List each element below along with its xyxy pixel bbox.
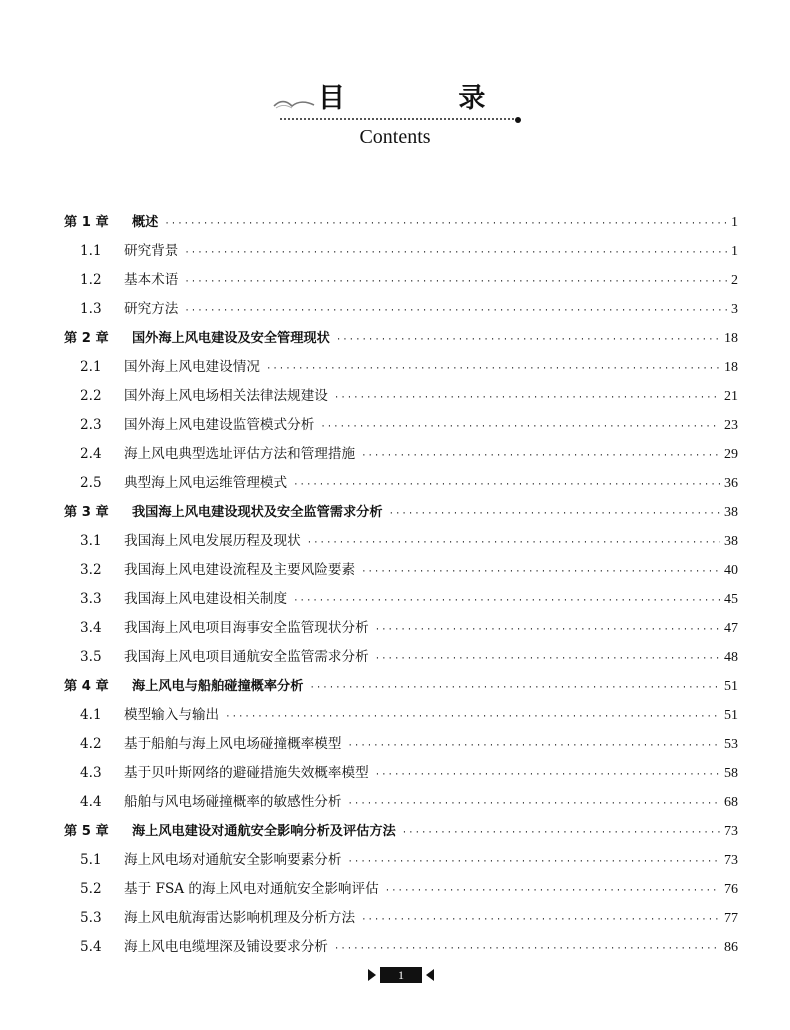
- entry-title: 海上风电典型选址评估方法和管理措施: [124, 446, 356, 462]
- entry-number: 第 2 章: [64, 331, 109, 346]
- arrow-left-icon: [426, 969, 434, 981]
- entry-page-number: 48: [724, 650, 738, 665]
- entry-title: 基于 FSA 的海上风电对通航安全影响评估: [124, 881, 379, 897]
- entry-number: 第 1 章: [64, 215, 109, 230]
- entry-number: 5.4: [80, 939, 102, 955]
- entry-number: 2.2: [80, 388, 102, 404]
- entry-page-number: 68: [724, 795, 738, 810]
- dot-leader: [375, 645, 720, 674]
- toc-section-entry[interactable]: [64, 846, 738, 875]
- entry-number: 4.1: [80, 707, 102, 723]
- entry-number: 4.3: [80, 765, 102, 781]
- entry-page-number: 51: [724, 708, 738, 723]
- entry-page-number: 45: [724, 592, 738, 607]
- page-number-badge: [368, 966, 434, 984]
- entry-page-number: 18: [724, 360, 738, 375]
- entry-number: 第 4 章: [64, 679, 109, 694]
- entry-page-number: 23: [724, 418, 738, 433]
- toc-section-entry[interactable]: [64, 382, 738, 411]
- entry-title: 研究背景: [124, 243, 179, 259]
- page-subtitle: Contents: [359, 126, 431, 148]
- dot-leader: [164, 210, 727, 239]
- dot-leader: [348, 732, 721, 761]
- entry-number: 2.3: [80, 417, 102, 433]
- dot-leader: [309, 674, 720, 703]
- title-divider: [280, 118, 518, 120]
- dot-leader: [184, 268, 727, 297]
- entry-page-number: 77: [724, 911, 738, 926]
- toc-section-entry[interactable]: [64, 585, 738, 614]
- toc-section-entry[interactable]: [64, 469, 738, 498]
- entry-title: 海上风电建设对通航安全影响分析及评估方法: [132, 824, 396, 839]
- toc-section-entry[interactable]: [64, 237, 738, 266]
- entry-page-number: 86: [724, 940, 738, 955]
- entry-number: 第 3 章: [64, 505, 109, 520]
- entry-title: 国外海上风电建设情况: [124, 359, 260, 375]
- dot-leader: [334, 935, 720, 964]
- entry-page-number: 1: [731, 244, 738, 259]
- entry-number: 3.4: [80, 620, 102, 636]
- toc-chapter-entry[interactable]: [64, 498, 738, 527]
- dot-leader: [336, 326, 720, 355]
- entry-page-number: 58: [724, 766, 738, 781]
- toc-section-entry[interactable]: [64, 875, 738, 904]
- toc-section-entry[interactable]: [64, 730, 738, 759]
- toc-chapter-entry[interactable]: [64, 208, 738, 237]
- entry-title: 船舶与风电场碰撞概率的敏感性分析: [124, 794, 342, 810]
- dot-leader: [225, 703, 720, 732]
- dot-leader: [184, 297, 727, 326]
- entry-number: 第 5 章: [64, 824, 109, 839]
- arrow-right-icon: [368, 969, 376, 981]
- title-divider-dot: [515, 117, 521, 123]
- entry-page-number: 38: [724, 505, 738, 520]
- page-title: 目 录: [318, 83, 538, 114]
- toc-section-entry[interactable]: [64, 411, 738, 440]
- entry-page-number: 1: [731, 215, 738, 230]
- entry-title: 海上风电场对通航安全影响要素分析: [124, 852, 342, 868]
- entry-number: 4.4: [80, 794, 102, 810]
- toc-section-entry[interactable]: [64, 933, 738, 962]
- toc-section-entry[interactable]: [64, 701, 738, 730]
- toc-section-entry[interactable]: [64, 904, 738, 933]
- entry-page-number: 40: [724, 563, 738, 578]
- entry-number: 3.1: [80, 533, 102, 549]
- entry-title: 研究方法: [124, 301, 179, 317]
- entry-number: 2.5: [80, 475, 102, 491]
- toc-section-entry[interactable]: [64, 759, 738, 788]
- entry-title: 我国海上风电建设现状及安全监管需求分析: [132, 505, 383, 520]
- entry-title: 海上风电航海雷达影响机理及分析方法: [124, 910, 356, 926]
- entry-number: 2.1: [80, 359, 102, 375]
- entry-title: 海上风电与船舶碰撞概率分析: [132, 679, 304, 694]
- entry-title: 海上风电电缆埋深及铺设要求分析: [124, 939, 328, 955]
- entry-page-number: 73: [724, 853, 738, 868]
- toc-section-entry[interactable]: [64, 266, 738, 295]
- entry-number: 5.3: [80, 910, 102, 926]
- entry-number: 3.5: [80, 649, 102, 665]
- table-of-contents: [64, 208, 738, 962]
- entry-number: 4.2: [80, 736, 102, 752]
- toc-section-entry[interactable]: [64, 556, 738, 585]
- entry-title: 国外海上风电场相关法律法规建设: [124, 388, 328, 404]
- entry-title: 国外海上风电建设监管模式分析: [124, 417, 315, 433]
- entry-title: 国外海上风电建设及安全管理现状: [132, 331, 330, 346]
- entry-title: 我国海上风电发展历程及现状: [124, 533, 301, 549]
- dot-leader: [307, 529, 720, 558]
- entry-number: 2.4: [80, 446, 102, 462]
- toc-section-entry[interactable]: [64, 788, 738, 817]
- dot-leader: [385, 877, 720, 906]
- entry-title: 基于船舶与海上风电场碰撞概率模型: [124, 736, 342, 752]
- dot-leader: [361, 906, 720, 935]
- entry-page-number: 47: [724, 621, 738, 636]
- entry-title: 我国海上风电建设相关制度: [124, 591, 288, 607]
- dot-leader: [348, 790, 721, 819]
- entry-number: 3.3: [80, 591, 102, 607]
- dot-leader: [266, 355, 720, 384]
- page-number: 1: [380, 967, 422, 983]
- toc-chapter-entry[interactable]: [64, 817, 738, 846]
- entry-page-number: 53: [724, 737, 738, 752]
- entry-number: 1.3: [80, 301, 102, 317]
- dot-leader: [184, 239, 727, 268]
- entry-number: 5.1: [80, 852, 102, 868]
- dot-leader: [348, 848, 721, 877]
- toc-header: [0, 0, 790, 170]
- entry-title: 典型海上风电运维管理模式: [124, 475, 288, 491]
- toc-section-entry[interactable]: [64, 440, 738, 469]
- dot-leader: [334, 384, 720, 413]
- dot-leader: [293, 587, 720, 616]
- entry-page-number: 18: [724, 331, 738, 346]
- dot-leader: [389, 500, 720, 529]
- entry-number: 5.2: [80, 881, 102, 897]
- entry-page-number: 76: [724, 882, 738, 897]
- dot-leader: [361, 558, 720, 587]
- entry-title: 我国海上风电项目通航安全监管需求分析: [124, 649, 369, 665]
- entry-title: 我国海上风电建设流程及主要风险要素: [124, 562, 356, 578]
- toc-section-entry[interactable]: [64, 527, 738, 556]
- entry-title: 我国海上风电项目海事安全监管现状分析: [124, 620, 369, 636]
- toc-section-entry[interactable]: [64, 614, 738, 643]
- entry-page-number: 38: [724, 534, 738, 549]
- dot-leader: [361, 442, 720, 471]
- entry-page-number: 2: [731, 273, 738, 288]
- entry-title: 基于贝叶斯网络的避碰措施失效概率模型: [124, 765, 369, 781]
- dot-leader: [375, 616, 720, 645]
- toc-chapter-entry[interactable]: [64, 672, 738, 701]
- toc-chapter-entry[interactable]: [64, 324, 738, 353]
- entry-page-number: 51: [724, 679, 738, 694]
- entry-page-number: 3: [731, 302, 738, 317]
- entry-page-number: 29: [724, 447, 738, 462]
- entry-page-number: 36: [724, 476, 738, 491]
- entry-title: 概述: [132, 215, 159, 230]
- dot-leader: [320, 413, 720, 442]
- dot-leader: [402, 819, 720, 848]
- entry-title: 基本术语: [124, 272, 179, 288]
- seagull-icon: [272, 96, 316, 114]
- toc-section-entry[interactable]: [64, 643, 738, 672]
- toc-section-entry[interactable]: [64, 295, 738, 324]
- entry-page-number: 73: [724, 824, 738, 839]
- entry-page-number: 21: [724, 389, 738, 404]
- dot-leader: [375, 761, 720, 790]
- entry-number: 3.2: [80, 562, 102, 578]
- dot-leader: [293, 471, 720, 500]
- entry-title: 模型输入与输出: [124, 707, 220, 723]
- entry-number: 1.2: [80, 272, 102, 288]
- toc-section-entry[interactable]: [64, 353, 738, 382]
- entry-number: 1.1: [80, 243, 102, 259]
